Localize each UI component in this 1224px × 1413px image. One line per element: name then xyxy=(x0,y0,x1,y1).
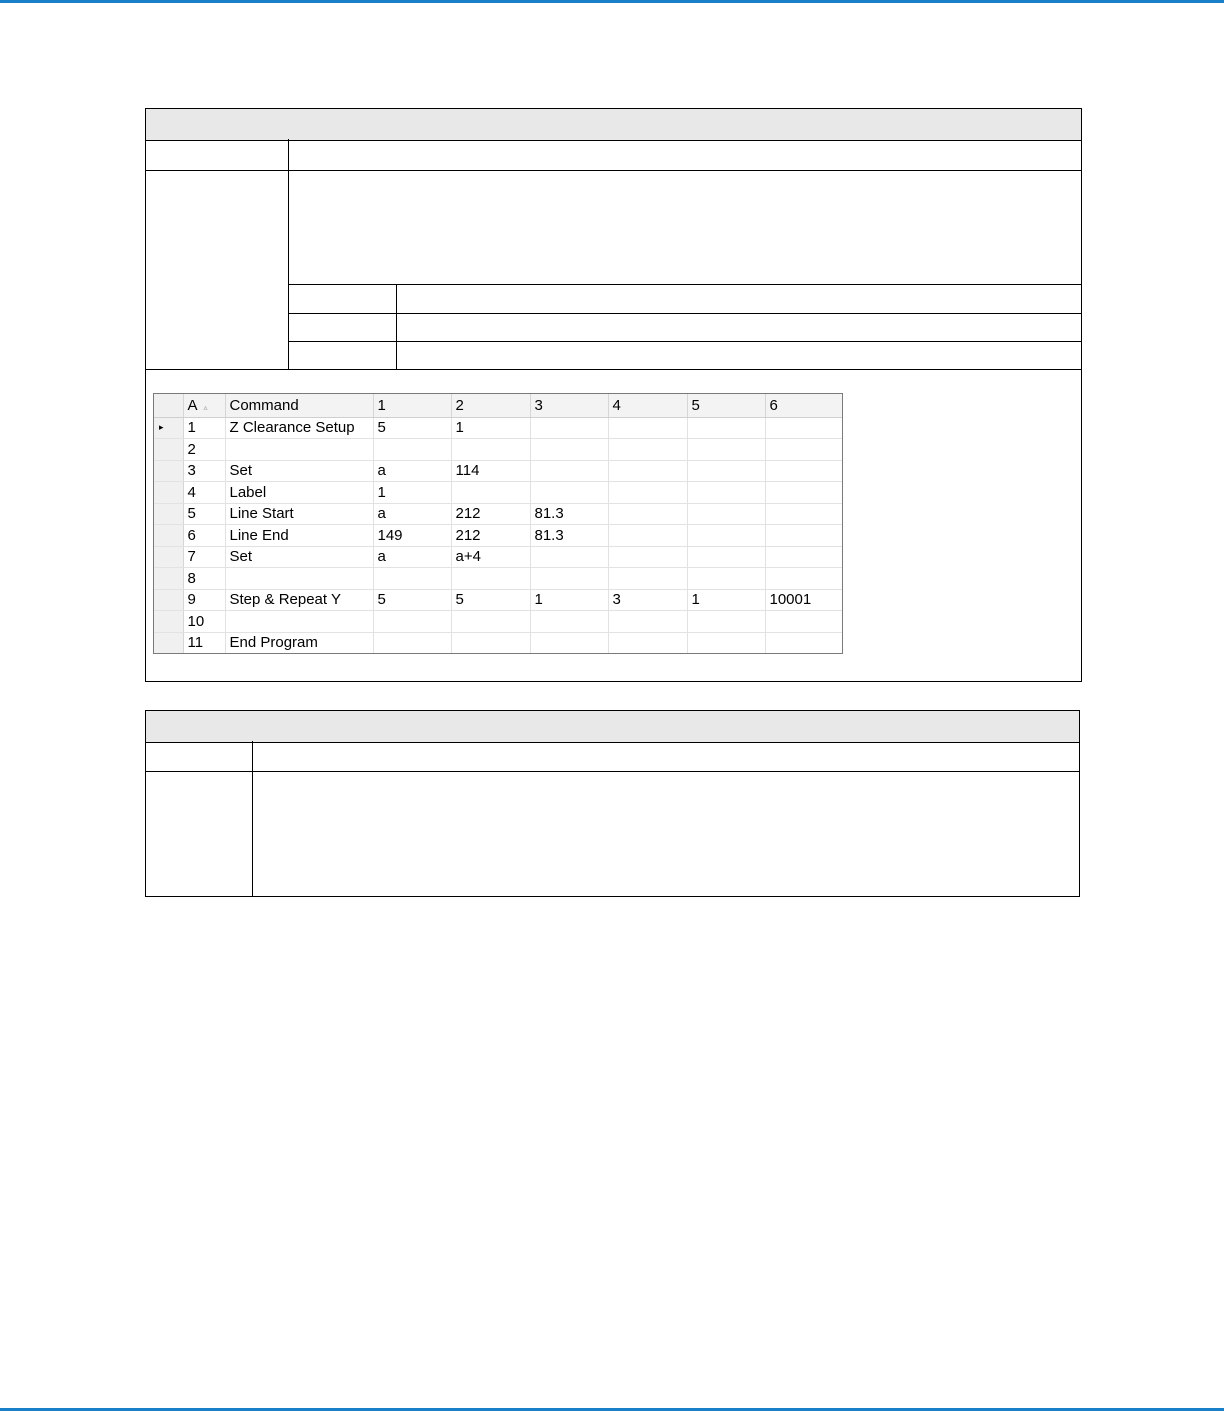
cell[interactable] xyxy=(451,439,530,461)
table-row[interactable] xyxy=(154,525,843,547)
cell[interactable] xyxy=(608,525,687,547)
sort-arrow-icon: ▵ xyxy=(203,402,208,412)
cell[interactable]: 212 xyxy=(451,503,530,525)
cell[interactable] xyxy=(765,482,843,504)
cell[interactable] xyxy=(608,632,687,654)
cell[interactable]: 10001 xyxy=(765,589,843,611)
cell[interactable] xyxy=(608,568,687,590)
cell[interactable]: 212 xyxy=(451,525,530,547)
table-row[interactable] xyxy=(154,546,843,568)
program-grid[interactable] xyxy=(153,393,843,654)
cell[interactable]: 3 xyxy=(608,589,687,611)
row-selector[interactable] xyxy=(154,611,183,633)
cell[interactable]: 3 xyxy=(183,460,225,482)
cell[interactable] xyxy=(687,460,765,482)
cell[interactable] xyxy=(373,632,451,654)
row-selector[interactable] xyxy=(154,568,183,590)
cell[interactable] xyxy=(373,611,451,633)
command-table-2 xyxy=(145,710,1080,897)
cell[interactable]: 7 xyxy=(183,546,225,568)
table-row[interactable] xyxy=(154,439,843,461)
table-1-row-divider xyxy=(145,170,1082,171)
cell[interactable] xyxy=(608,439,687,461)
row-selector[interactable] xyxy=(154,546,183,568)
cell[interactable] xyxy=(765,417,843,439)
cell[interactable] xyxy=(373,439,451,461)
cell[interactable] xyxy=(608,503,687,525)
cell[interactable] xyxy=(608,546,687,568)
cell[interactable]: End Program xyxy=(225,632,373,654)
cell[interactable] xyxy=(451,482,530,504)
table-row[interactable] xyxy=(154,589,843,611)
column-header-1[interactable]: 1 xyxy=(373,394,451,417)
row-pointer-icon: ▸ xyxy=(159,421,164,432)
table-2-header xyxy=(146,711,1079,743)
cell[interactable] xyxy=(687,568,765,590)
row-selector[interactable] xyxy=(154,439,183,461)
cell[interactable]: 5 xyxy=(451,589,530,611)
column-header-a[interactable]: A ▵ xyxy=(183,394,225,417)
table-row[interactable] xyxy=(154,611,843,633)
cell[interactable] xyxy=(765,525,843,547)
cell[interactable] xyxy=(765,460,843,482)
cell[interactable] xyxy=(687,482,765,504)
column-header-3[interactable]: 3 xyxy=(530,394,608,417)
cell[interactable]: 1 xyxy=(687,589,765,611)
cell[interactable] xyxy=(765,503,843,525)
table-row[interactable] xyxy=(154,568,843,590)
row-selector[interactable] xyxy=(154,460,183,482)
cell[interactable]: Set xyxy=(225,546,373,568)
table-1-header xyxy=(146,109,1081,141)
table-row[interactable] xyxy=(154,417,843,439)
table-1-subtable-top xyxy=(288,284,1082,285)
cell[interactable] xyxy=(765,632,843,654)
cell[interactable] xyxy=(687,503,765,525)
column-header-4[interactable]: 4 xyxy=(608,394,687,417)
bottom-rule xyxy=(0,1408,1224,1411)
row-selector[interactable] xyxy=(154,417,183,439)
cell[interactable] xyxy=(608,460,687,482)
cell[interactable] xyxy=(765,546,843,568)
cell[interactable]: 1 xyxy=(183,417,225,439)
cell[interactable]: Line Start xyxy=(225,503,373,525)
cell[interactable]: 2 xyxy=(183,439,225,461)
cell[interactable] xyxy=(451,632,530,654)
column-header-2[interactable]: 2 xyxy=(451,394,530,417)
cell[interactable] xyxy=(451,611,530,633)
cell[interactable]: Label xyxy=(225,482,373,504)
table-row[interactable] xyxy=(154,632,843,654)
cell[interactable]: a xyxy=(373,546,451,568)
cell[interactable]: 81.3 xyxy=(530,525,608,547)
cell[interactable] xyxy=(530,611,608,633)
table-row[interactable] xyxy=(154,503,843,525)
table-row[interactable] xyxy=(154,460,843,482)
cell[interactable] xyxy=(530,632,608,654)
cell[interactable] xyxy=(225,439,373,461)
table-1-label-column-divider xyxy=(288,139,289,370)
cell[interactable]: a xyxy=(373,460,451,482)
column-header-5[interactable]: 5 xyxy=(687,394,765,417)
row-selector[interactable] xyxy=(154,632,183,654)
cell[interactable] xyxy=(225,611,373,633)
cell[interactable]: 5 xyxy=(183,503,225,525)
cell[interactable] xyxy=(530,439,608,461)
top-rule xyxy=(0,0,1224,3)
table-2-row-divider xyxy=(145,771,1080,772)
table-row[interactable] xyxy=(154,482,843,504)
cell[interactable]: Set xyxy=(225,460,373,482)
cell[interactable]: 8 xyxy=(183,568,225,590)
cell[interactable] xyxy=(687,417,765,439)
row-selector[interactable] xyxy=(154,525,183,547)
row-selector[interactable] xyxy=(154,503,183,525)
cell[interactable] xyxy=(687,525,765,547)
cell[interactable]: 5 xyxy=(373,417,451,439)
cell[interactable] xyxy=(530,417,608,439)
cell[interactable]: Line End xyxy=(225,525,373,547)
column-header-6[interactable]: 6 xyxy=(765,394,843,417)
column-header-command[interactable]: Command xyxy=(225,394,373,417)
cell[interactable]: 1 xyxy=(451,417,530,439)
cell[interactable]: 1 xyxy=(373,482,451,504)
cell[interactable] xyxy=(608,611,687,633)
cell[interactable] xyxy=(608,417,687,439)
cell[interactable]: 4 xyxy=(183,482,225,504)
cell[interactable] xyxy=(687,632,765,654)
cell[interactable]: Z Clearance Setup xyxy=(225,417,373,439)
row-selector[interactable] xyxy=(154,482,183,504)
cell[interactable] xyxy=(225,568,373,590)
cell[interactable] xyxy=(765,611,843,633)
cell[interactable] xyxy=(608,482,687,504)
cell[interactable] xyxy=(451,568,530,590)
cell[interactable] xyxy=(687,611,765,633)
cell[interactable]: 6 xyxy=(183,525,225,547)
cell[interactable]: Step & Repeat Y xyxy=(225,589,373,611)
cell[interactable]: 114 xyxy=(451,460,530,482)
cell[interactable]: 5 xyxy=(373,589,451,611)
grid-corner[interactable] xyxy=(154,394,183,417)
table-1-subtable-column-divider xyxy=(396,284,397,370)
table-1-example-divider xyxy=(145,369,1082,370)
cell[interactable]: 10 xyxy=(183,611,225,633)
table-1-subtable-row xyxy=(288,341,1082,342)
cell[interactable]: 149 xyxy=(373,525,451,547)
cell[interactable]: a+4 xyxy=(451,546,530,568)
cell[interactable] xyxy=(530,546,608,568)
cell[interactable] xyxy=(530,460,608,482)
cell[interactable] xyxy=(530,482,608,504)
cell[interactable]: 9 xyxy=(183,589,225,611)
grid-header-row xyxy=(154,394,843,417)
cell[interactable] xyxy=(687,439,765,461)
cell[interactable] xyxy=(765,568,843,590)
row-selector[interactable] xyxy=(154,589,183,611)
table-2-label-column-divider xyxy=(252,741,253,897)
cell[interactable] xyxy=(765,439,843,461)
cell[interactable]: 1 xyxy=(530,589,608,611)
cell[interactable] xyxy=(687,546,765,568)
cell[interactable]: 11 xyxy=(183,632,225,654)
cell[interactable] xyxy=(530,568,608,590)
table-1-subtable-row xyxy=(288,313,1082,314)
cell[interactable]: a xyxy=(373,503,451,525)
cell[interactable]: 81.3 xyxy=(530,503,608,525)
cell[interactable] xyxy=(373,568,451,590)
